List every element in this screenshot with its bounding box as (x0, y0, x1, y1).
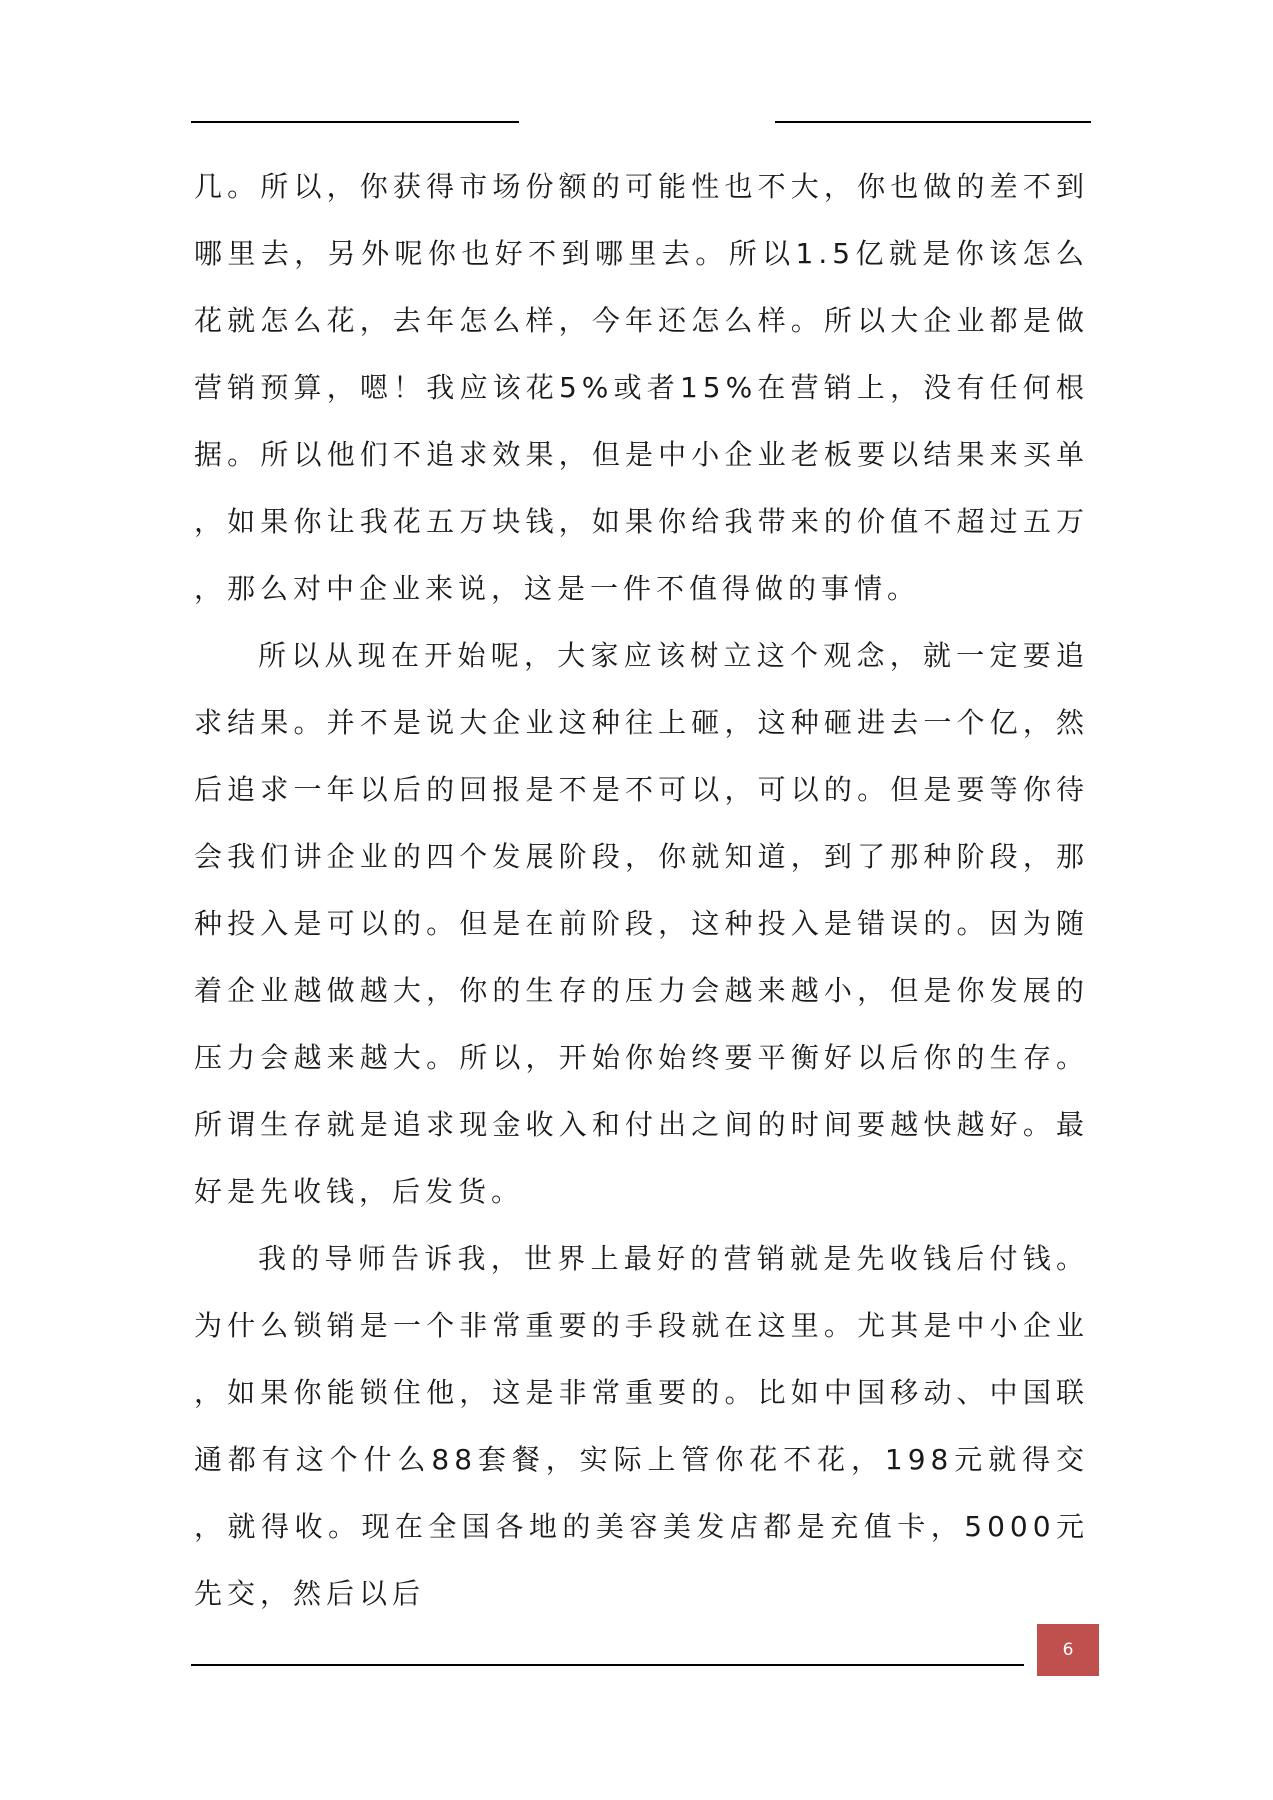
page-number-badge: 6 (1037, 1624, 1099, 1676)
footer-rule (191, 1664, 1024, 1666)
header-rule-left (191, 121, 519, 123)
document-body (194, 153, 1089, 1627)
paragraph-2: 所以从现在开始呢，大家应该树立这个观念，就一定要追求结果。并不是说大企业这种往上砸，这种砸进去一个亿，然后追求一年以后的回报是不是不可以，可以的。但是要等你待会我们讲企业的四个发展阶段，你就知道，到了那种阶段，那种投入是可以的。但是在前阶段，这种投入是错误的。因为随着企业越做越大，你的生存的压力会越来越小，但是你发展的压力会越来越大。所以，开始你始终要平衡好以后你的生存。所谓生存就是追求现金收入和付出之间的时间要越快越好。最好是先收钱，后发货。 (194, 639, 1089, 1208)
paragraph-3: 我的导师告诉我，世界上最好的营销就是先收钱后付钱。为什么锁销是一个非常重要的手段就在这里。尤其是中小企业，如果你能锁住他，这是非常重要的。比如中国移动、中国联通都有这个什么88套餐，实际上管你花不花，198元就得交，就得收。现在全国各地的美容美发店都是充值卡，5000元先交，然后以后 (194, 1242, 1089, 1610)
header-rule-right (775, 121, 1091, 123)
paragraph-1: 几。所以，你获得市场份额的可能性也不大，你也做的差不到哪里去，另外呢你也好不到哪里去。所以1.5亿就是你该怎么花就怎么花，去年怎么样，今年还怎么样。所以大企业都是做营销预算，嗯！我应该花5%或者15%在营销上，没有任何根据。所以他们不追求效果，但是中小企业老板要以结果来买单，如果你让我花五万块钱，如果你给我带来的价值不超过五万，那么对中企业来说，这是一件不值得做的事情。 (194, 170, 1089, 605)
